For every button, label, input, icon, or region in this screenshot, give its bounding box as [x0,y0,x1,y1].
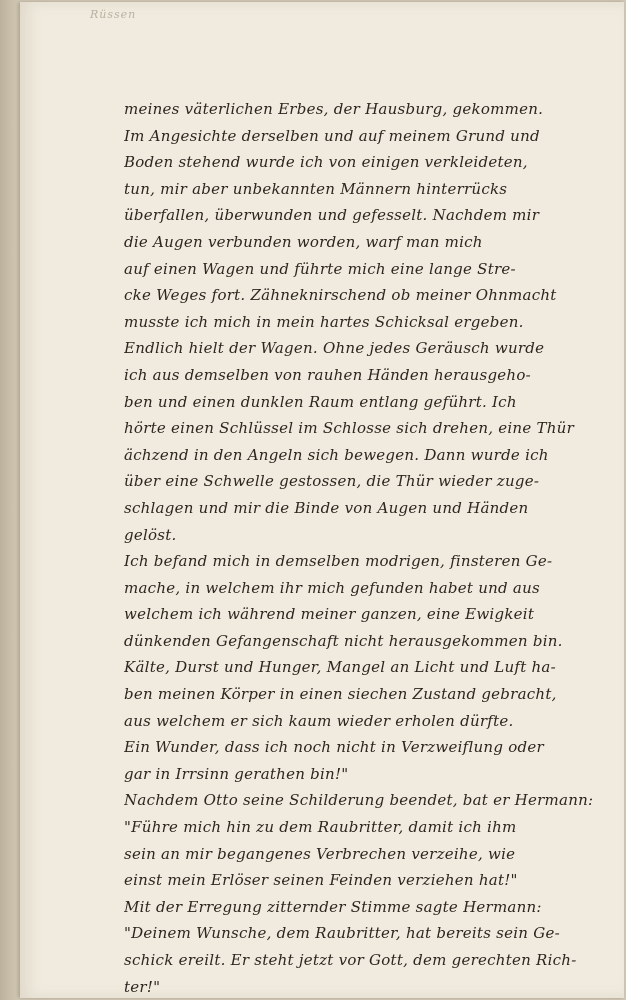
manuscript-line: gar in Irrsinn gerathen bin!" [124,764,349,783]
manuscript-line: schick ereilt. Er steht jetzt vor Gott, dem gerechten Rich- [124,951,577,969]
pencil-note: Rüssen [90,8,137,21]
manuscript-line: einst mein Erlöser seinen Feinden verziehen hat!" [124,871,518,890]
manuscript-line: ächzend in den Angeln sich bewegen. Dann wurde ich [124,445,549,464]
manuscript-line: meines väterlichen Erbes, der Hausburg, gekommen. [124,100,544,118]
manuscript-line: gelöst. [124,525,177,544]
manuscript-line: Boden stehend wurde ich von einigen verkleideten, [124,153,528,172]
manuscript-line: cke Weges fort. Zähneknirschend ob meiner Ohnmacht [124,286,557,305]
manuscript-line: ich aus demselben von rauhen Händen herausgeho- [124,365,531,384]
manuscript-line: auf einen Wagen und führte mich eine lange Stre- [124,259,516,278]
manuscript-line: Ein Wunder, dass ich noch nicht in Verzweiflung oder [124,738,544,757]
manuscript-line: dünkenden Gefangenschaft nicht herausgekommen bin. [124,631,563,650]
manuscript-line: Kälte, Durst und Hunger, Mangel an Licht und Luft ha- [124,658,556,677]
manuscript-line: aus welchem er sich kaum wieder erholen dürfte. [124,711,514,730]
manuscript-body [124,96,608,1000]
manuscript-line: welchem ich während meiner ganzen, eine Ewigkeit [124,605,535,624]
manuscript-line: hörte einen Schlüssel im Schlosse sich drehen, eine Thür [124,419,574,438]
manuscript-line: Ich befand mich in demselben modrigen, finsteren Ge- [124,552,553,571]
manuscript-line: ben und einen dunklen Raum entlang geführt. Ich [124,392,517,411]
scan-margin [0,0,20,1000]
manuscript-line: musste ich mich in mein hartes Schicksal ergeben. [124,312,524,331]
manuscript-line: schlagen und mir die Binde von Augen und Händen [124,498,529,517]
manuscript-line: über eine Schwelle gestossen, die Thür wieder zuge- [124,472,540,491]
manuscript-line: ben meinen Körper in einen siechen Zustand gebracht, [124,685,557,704]
manuscript-line: "Deinem Wunsche, dem Raubritter, hat bereits sein Ge- [124,924,560,943]
manuscript-line: sein an mir begangenes Verbrechen verzeihe, wie [124,844,516,863]
manuscript-line: überfallen, überwunden und gefesselt. Nachdem mir [124,206,540,225]
manuscript-line: Mit der Erregung zitternder Stimme sagte Hermann: [124,897,542,916]
manuscript-line: die Augen verbunden worden, warf man mich [124,232,483,251]
manuscript-line: "Führe mich hin zu dem Raubritter, damit ich ihm [124,818,517,837]
manuscript-line: tun, mir aber unbekannten Männern hinterrücks [124,179,508,198]
manuscript-line: Nachdem Otto seine Schilderung beendet, bat er Hermann: [124,791,594,810]
manuscript-line: ter!" [124,977,161,996]
manuscript-line: Endlich hielt der Wagen. Ohne jedes Geräusch wurde [124,339,545,358]
manuscript-line: Im Angesichte derselben und auf meinem Grund und [124,126,540,145]
manuscript-line: mache, in welchem ihr mich gefunden habet und aus [124,578,540,597]
